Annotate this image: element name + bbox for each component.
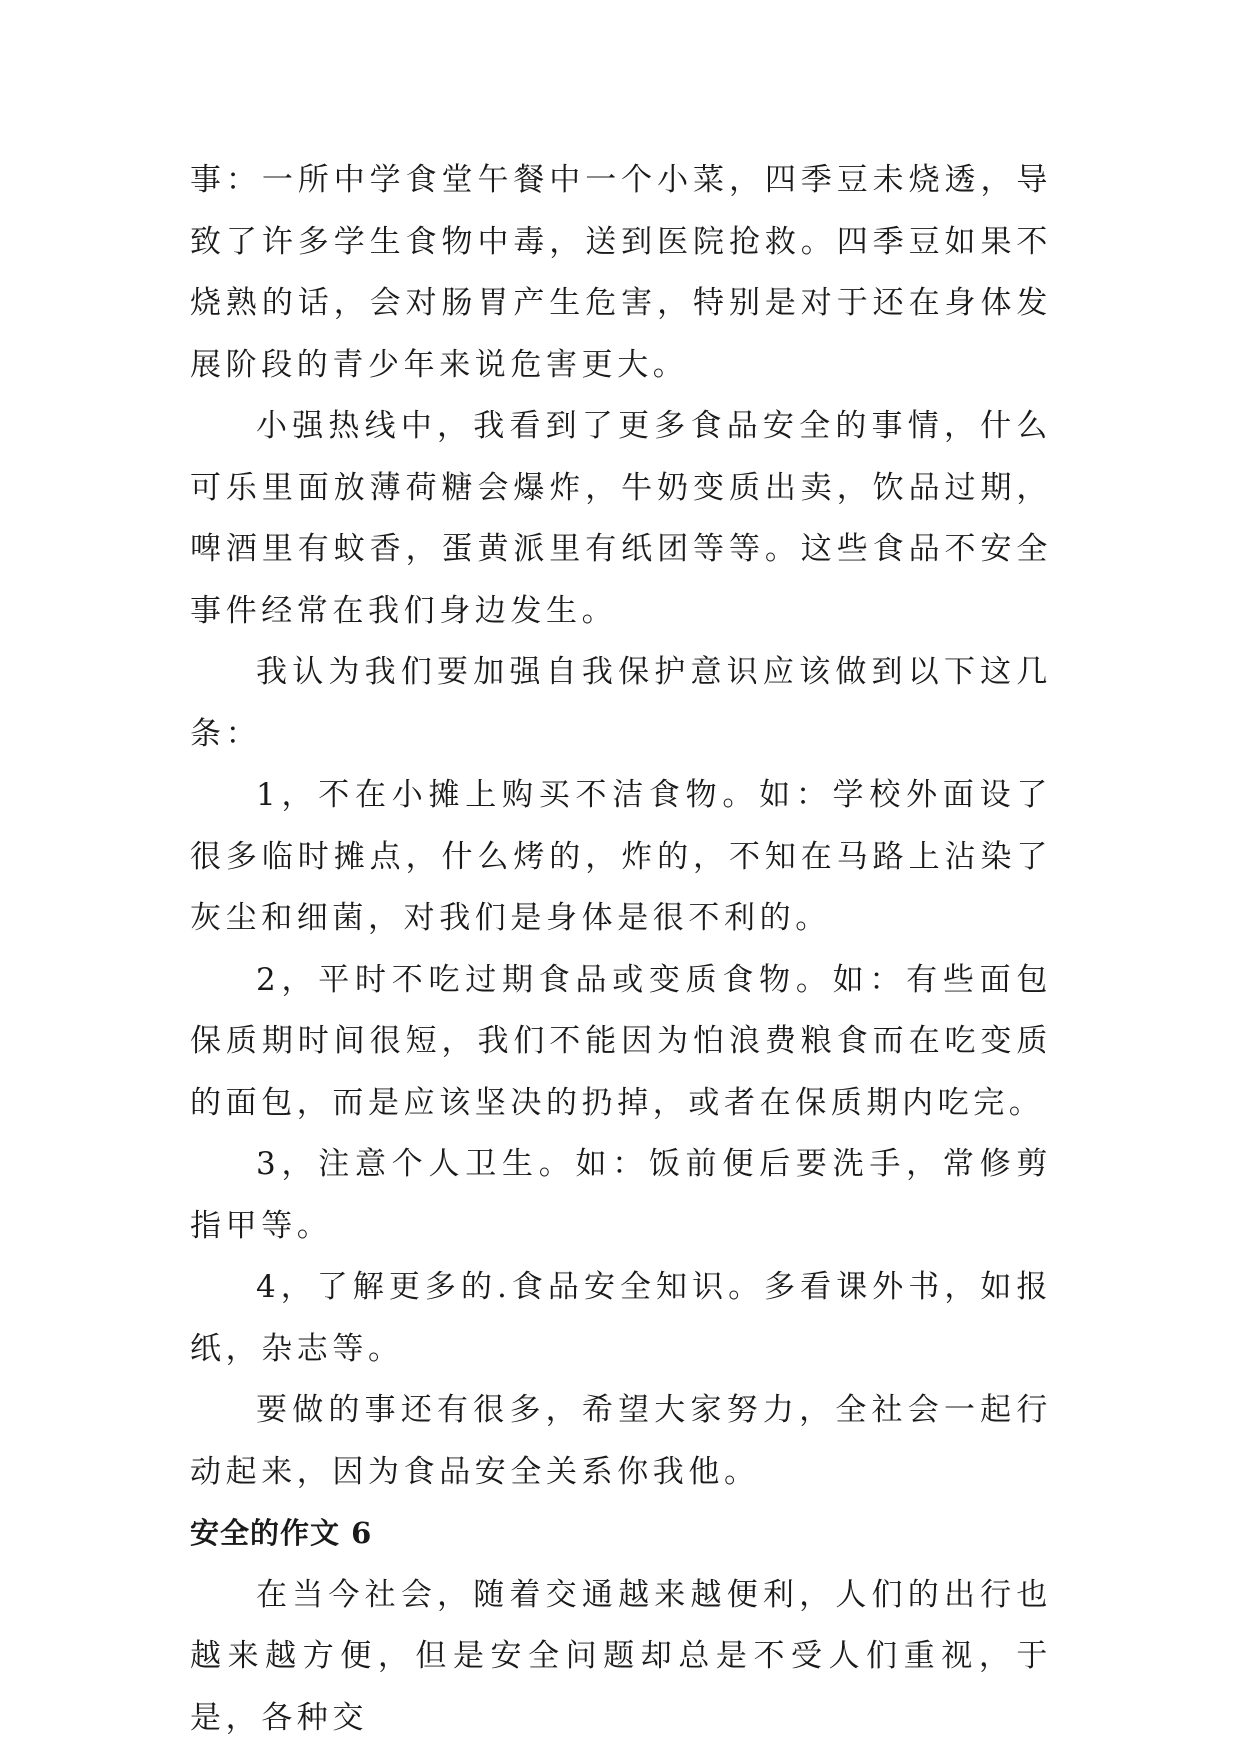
list-item-4: 4，了解更多的.食品安全知识。多看课外书，如报纸，杂志等。 <box>190 1269 1052 1367</box>
paragraph-self-protection-intro: 我认为我们要加强自我保护意识应该做到以下这几条： <box>190 654 1052 752</box>
paragraph-traffic-safety: 在当今社会，随着交通越来越便利，人们的出行也越来越方便，但是安全问题却总是不受人们重视，于是，各种交 <box>190 1576 1052 1736</box>
section-heading: 安全的作文 6 <box>190 1516 373 1550</box>
paragraph-hotline-food-safety: 小强热线中，我看到了更多食品安全的事情，什么可乐里面放薄荷糖会爆炸，牛奶变质出卖，饮品过期，啤酒里有蚊香，蛋黄派里有纸团等等。这些食品不安全事件经常在我们身边发生。 <box>190 408 1052 629</box>
list-item-3: 3，注意个人卫生。如：饭前便后要洗手，常修剪指甲等。 <box>190 1146 1052 1244</box>
paragraph-conclusion: 要做的事还有很多，希望大家努力，全社会一起行动起来，因为食品安全关系你我他。 <box>190 1392 1052 1490</box>
paragraph-food-poisoning-case: 事：一所中学食堂午餐中一个小菜，四季豆未烧透，导致了许多学生食物中毒，送到医院抢救。四季豆如果不烧熟的话，会对肠胃产生危害，特别是对于还在身体发展阶段的青少年来说危害更大。 <box>190 162 1052 383</box>
list-item-2: 2，平时不吃过期食品或变质食物。如：有些面包保质期时间很短，我们不能因为怕浪费粮食而在吃变质的面包，而是应该坚决的扔掉，或者在保质期内吃完。 <box>190 961 1052 1121</box>
list-item-1: 1，不在小摊上购买不洁食物。如：学校外面设了很多临时摊点，什么烤的，炸的，不知在马路上沾染了灰尘和细菌，对我们是身体是很不利的。 <box>190 777 1052 936</box>
document-page <box>190 150 1052 1749</box>
